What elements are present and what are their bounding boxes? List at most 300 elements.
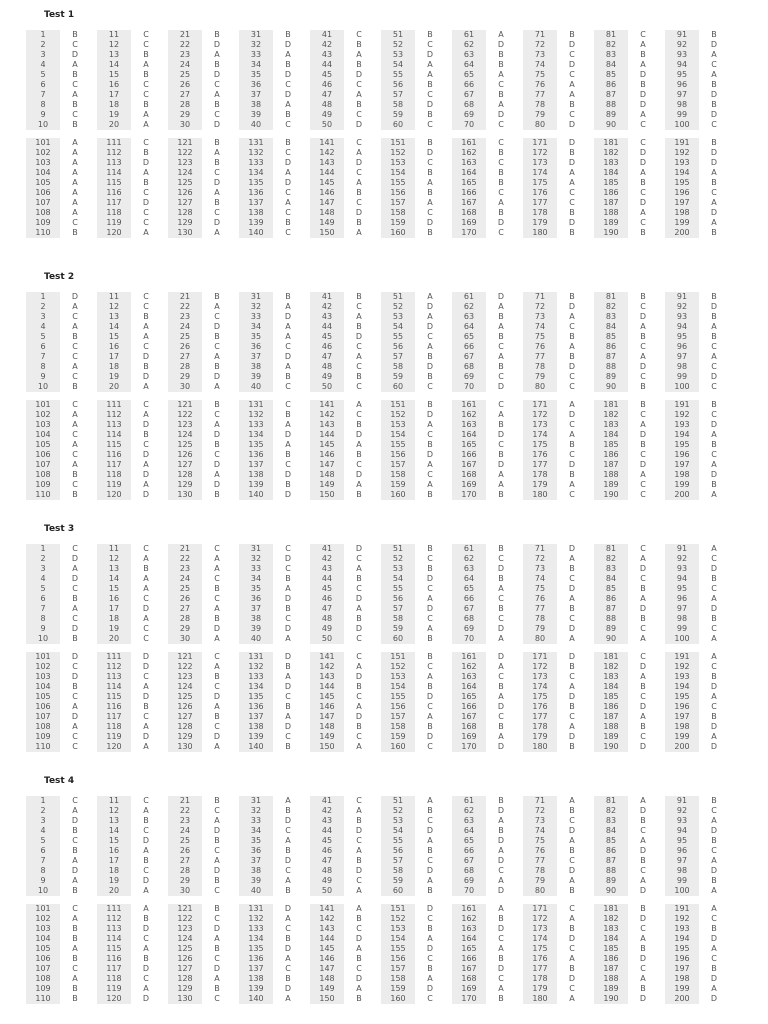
answer-letters — [628, 544, 658, 644]
answer-letter: A — [427, 480, 433, 489]
answer-letter: C — [143, 712, 149, 721]
question-number: 32 — [250, 40, 262, 49]
question-number: 127 — [177, 460, 193, 469]
question-number: 128 — [177, 208, 193, 217]
question-numbers — [665, 30, 699, 130]
question-number: 175 — [532, 944, 548, 953]
question-column — [26, 292, 90, 392]
question-number: 137 — [248, 712, 264, 721]
question-number: 100 — [674, 634, 690, 643]
answer-letter: C — [640, 188, 646, 197]
answer-letter: A — [285, 876, 291, 885]
answer-letter: C — [640, 652, 646, 661]
question-number: 155 — [390, 944, 406, 953]
question-number: 104 — [35, 934, 51, 943]
question-column — [168, 138, 232, 238]
answer-letter: B — [356, 420, 362, 429]
answer-letter: A — [356, 604, 362, 613]
question-number: 179 — [532, 984, 548, 993]
answer-letter: B — [356, 614, 362, 623]
question-number: 189 — [603, 480, 619, 489]
answer-letter: D — [71, 574, 79, 583]
question-number: 16 — [108, 80, 120, 89]
question-number: 79 — [534, 110, 546, 119]
question-number: 73 — [534, 312, 546, 321]
answer-letter: C — [640, 218, 646, 227]
question-numbers — [523, 138, 557, 238]
question-number: 5 — [40, 836, 46, 845]
answer-letter: D — [284, 816, 292, 825]
answer-letter: A — [711, 70, 717, 79]
question-number: 172 — [532, 410, 548, 419]
answer-letter: D — [497, 836, 505, 845]
question-number: 139 — [248, 732, 264, 741]
answer-letter: A — [427, 836, 433, 845]
answer-letters — [486, 796, 516, 896]
answer-letter: C — [569, 198, 575, 207]
answer-letter: D — [639, 460, 647, 469]
question-number: 161 — [461, 400, 477, 409]
question-number: 187 — [603, 964, 619, 973]
question-number: 61 — [463, 292, 475, 301]
answer-letters — [202, 292, 232, 392]
answer-letter: B — [640, 816, 646, 825]
answer-letter: B — [356, 722, 362, 731]
question-numbers — [168, 904, 202, 1004]
answer-letters — [628, 652, 658, 752]
answer-letter: A — [498, 352, 504, 361]
question-number: 123 — [177, 158, 193, 167]
answer-letter: B — [285, 292, 291, 301]
question-number: 33 — [250, 312, 262, 321]
question-number: 150 — [319, 994, 335, 1003]
question-number: 140 — [248, 228, 264, 237]
question-number: 180 — [532, 994, 548, 1003]
answer-letter: D — [639, 914, 647, 923]
question-number: 101 — [35, 652, 51, 661]
question-number: 33 — [250, 564, 262, 573]
question-column — [665, 796, 729, 896]
question-column — [452, 796, 516, 896]
answer-letters — [202, 544, 232, 644]
question-number: 168 — [461, 208, 477, 217]
answer-letter: C — [72, 352, 78, 361]
question-number: 173 — [532, 924, 548, 933]
answer-letter: D — [355, 70, 363, 79]
answer-letter: B — [72, 826, 78, 835]
answer-letter: B — [214, 614, 220, 623]
question-number: 140 — [248, 742, 264, 751]
question-number: 93 — [676, 312, 688, 321]
answer-letters — [60, 652, 90, 752]
answer-letter: C — [356, 362, 362, 371]
question-number: 21 — [179, 30, 191, 39]
question-number: 157 — [390, 964, 406, 973]
answer-letter: B — [711, 924, 717, 933]
question-number: 172 — [532, 662, 548, 671]
question-numbers — [239, 904, 273, 1004]
question-number: 90 — [605, 120, 617, 129]
question-number: 159 — [390, 732, 406, 741]
question-number: 185 — [603, 692, 619, 701]
question-number: 178 — [532, 208, 548, 217]
answer-letter: B — [640, 228, 646, 237]
question-column — [594, 544, 658, 644]
answer-letter: C — [569, 856, 575, 865]
question-number: 131 — [248, 652, 264, 661]
answer-letter: A — [569, 312, 575, 321]
answer-letter: A — [214, 148, 220, 157]
answer-letter: C — [356, 584, 362, 593]
question-number: 193 — [674, 420, 690, 429]
question-number: 39 — [250, 624, 262, 633]
question-number: 128 — [177, 470, 193, 479]
question-number: 84 — [605, 826, 617, 835]
answer-letter: A — [143, 110, 149, 119]
question-number: 37 — [250, 604, 262, 613]
answer-letters — [699, 652, 729, 752]
question-number: 133 — [248, 672, 264, 681]
answer-letter: A — [285, 914, 291, 923]
question-number: 160 — [390, 228, 406, 237]
answer-letter: A — [143, 722, 149, 731]
answer-letter: A — [498, 904, 504, 913]
question-number: 76 — [534, 80, 546, 89]
question-number: 145 — [319, 692, 335, 701]
question-number: 126 — [177, 450, 193, 459]
question-number: 195 — [674, 440, 690, 449]
answer-letter: C — [640, 480, 646, 489]
answer-letter: A — [72, 178, 78, 187]
question-numbers — [97, 138, 131, 238]
answer-letter: B — [214, 400, 220, 409]
answer-letter: A — [72, 564, 78, 573]
answer-letters — [699, 904, 729, 1004]
answer-letter: A — [72, 168, 78, 177]
answer-letter: D — [213, 732, 221, 741]
question-number: 184 — [603, 682, 619, 691]
question-number: 75 — [534, 70, 546, 79]
question-number: 20 — [108, 634, 120, 643]
question-number: 130 — [177, 228, 193, 237]
answer-letter: B — [427, 806, 433, 815]
question-number: 97 — [676, 352, 688, 361]
answer-letter: C — [214, 312, 220, 321]
question-number: 60 — [392, 382, 404, 391]
question-numbers — [239, 292, 273, 392]
answer-letters — [273, 400, 303, 500]
question-number: 149 — [319, 218, 335, 227]
question-number: 181 — [603, 400, 619, 409]
question-number: 33 — [250, 816, 262, 825]
answer-letter: B — [285, 372, 291, 381]
answer-letter: C — [214, 594, 220, 603]
question-number: 120 — [106, 490, 122, 499]
answer-letter: A — [285, 362, 291, 371]
question-column — [452, 544, 516, 644]
answer-letter: C — [72, 372, 78, 381]
answer-letter: B — [640, 332, 646, 341]
answer-letter: A — [569, 796, 575, 805]
answer-letter: C — [569, 450, 575, 459]
answer-letter: D — [497, 742, 505, 751]
question-number: 12 — [108, 302, 120, 311]
answer-letter: B — [356, 574, 362, 583]
question-numbers — [97, 400, 131, 500]
answer-letter: A — [214, 554, 220, 563]
question-number: 153 — [390, 672, 406, 681]
answer-letter: C — [72, 480, 78, 489]
question-number: 62 — [463, 554, 475, 563]
question-number: 73 — [534, 564, 546, 573]
answer-letter: D — [284, 652, 292, 661]
question-number: 73 — [534, 50, 546, 59]
answer-letter: D — [213, 460, 221, 469]
question-number: 108 — [35, 974, 51, 983]
question-number: 23 — [179, 816, 191, 825]
answer-letter: A — [214, 816, 220, 825]
answer-letter: C — [143, 40, 149, 49]
question-number: 31 — [250, 292, 262, 301]
question-number: 59 — [392, 624, 404, 633]
answer-letter: B — [356, 100, 362, 109]
question-number: 125 — [177, 178, 193, 187]
answer-letters — [344, 544, 374, 644]
question-number: 11 — [108, 292, 120, 301]
question-number: 182 — [603, 410, 619, 419]
question-numbers — [26, 292, 60, 392]
answer-letter: B — [498, 604, 504, 613]
answer-letter: D — [639, 198, 647, 207]
answer-letter: B — [498, 168, 504, 177]
answer-letter: A — [214, 564, 220, 573]
question-number: 143 — [319, 420, 335, 429]
answer-letter: A — [285, 168, 291, 177]
answer-letter: D — [284, 984, 292, 993]
question-number: 196 — [674, 450, 690, 459]
answer-letters — [486, 652, 516, 752]
answer-letters — [486, 400, 516, 500]
question-number: 105 — [35, 440, 51, 449]
answer-letter: B — [285, 218, 291, 227]
answer-letter: C — [427, 120, 433, 129]
answer-letter: D — [284, 352, 292, 361]
answer-letter: A — [427, 672, 433, 681]
question-number: 170 — [461, 994, 477, 1003]
answer-letter: D — [142, 876, 150, 885]
answer-letter: C — [214, 544, 220, 553]
question-number: 113 — [106, 420, 122, 429]
question-numbers — [239, 796, 273, 896]
question-number: 91 — [676, 544, 688, 553]
answer-letter: A — [356, 984, 362, 993]
answer-letter: C — [427, 914, 433, 923]
question-numbers — [381, 400, 415, 500]
question-number: 11 — [108, 30, 120, 39]
question-number: 31 — [250, 796, 262, 805]
question-number: 48 — [321, 100, 333, 109]
question-number: 131 — [248, 904, 264, 913]
answer-letter: D — [568, 120, 576, 129]
question-column — [523, 652, 587, 752]
question-number: 191 — [674, 138, 690, 147]
question-number: 155 — [390, 440, 406, 449]
answer-letters — [486, 544, 516, 644]
answer-letter: C — [143, 634, 149, 643]
answer-letter: D — [426, 574, 434, 583]
answer-letter: D — [426, 732, 434, 741]
question-number: 121 — [177, 138, 193, 147]
answer-letter: C — [640, 120, 646, 129]
answer-letter: A — [711, 856, 717, 865]
question-number: 166 — [461, 450, 477, 459]
answer-letter: B — [569, 100, 575, 109]
question-number: 188 — [603, 974, 619, 983]
answer-letter: A — [72, 420, 78, 429]
answer-letters — [131, 30, 161, 130]
answer-letter: A — [143, 574, 149, 583]
question-number: 5 — [40, 70, 46, 79]
question-column — [452, 292, 516, 392]
answer-letter: B — [498, 722, 504, 731]
answer-letters — [415, 292, 445, 392]
question-number: 67 — [463, 856, 475, 865]
answer-block — [26, 138, 736, 238]
answer-letter: D — [213, 218, 221, 227]
answer-letter: B — [498, 332, 504, 341]
answer-letter: D — [568, 584, 576, 593]
answer-letter: A — [72, 876, 78, 885]
answer-letter: A — [569, 90, 575, 99]
question-number: 170 — [461, 228, 477, 237]
answer-letter: B — [427, 564, 433, 573]
answer-letter: C — [498, 228, 504, 237]
question-number: 116 — [106, 188, 122, 197]
question-numbers — [452, 544, 486, 644]
answer-letters — [273, 138, 303, 238]
question-number: 15 — [108, 70, 120, 79]
answer-letters — [415, 652, 445, 752]
answer-letters — [273, 652, 303, 752]
question-number: 129 — [177, 732, 193, 741]
question-column — [168, 796, 232, 896]
question-number: 156 — [390, 954, 406, 963]
answer-letters — [344, 904, 374, 1004]
answer-letter: B — [569, 846, 575, 855]
answer-letter: D — [426, 362, 434, 371]
question-number: 114 — [106, 934, 122, 943]
question-number: 63 — [463, 50, 475, 59]
answer-letter: C — [640, 544, 646, 553]
question-column — [26, 652, 90, 752]
question-numbers — [26, 796, 60, 896]
question-number: 66 — [463, 594, 475, 603]
answer-letter: C — [214, 914, 220, 923]
answer-letter: D — [142, 450, 150, 459]
answer-letter: D — [639, 564, 647, 573]
question-number: 102 — [35, 148, 51, 157]
answer-letters — [557, 138, 587, 238]
answer-letter: A — [498, 30, 504, 39]
answer-letters — [60, 796, 90, 896]
question-number: 30 — [179, 382, 191, 391]
question-column — [168, 400, 232, 500]
question-number: 94 — [676, 322, 688, 331]
question-number: 80 — [534, 382, 546, 391]
answer-letter: D — [426, 302, 434, 311]
answer-letter: A — [72, 158, 78, 167]
answer-letter: C — [143, 302, 149, 311]
question-number: 184 — [603, 430, 619, 439]
answer-letter: C — [285, 564, 291, 573]
question-numbers — [523, 544, 557, 644]
answer-letter: B — [427, 886, 433, 895]
answer-letter: B — [569, 208, 575, 217]
question-number: 53 — [392, 50, 404, 59]
answer-letter: B — [640, 50, 646, 59]
answer-letter: A — [569, 342, 575, 351]
answer-letters — [415, 138, 445, 238]
answer-letter: A — [498, 816, 504, 825]
answer-letter: B — [427, 188, 433, 197]
answer-letter: D — [639, 846, 647, 855]
answer-letter: A — [214, 302, 220, 311]
answer-letter: D — [213, 40, 221, 49]
answer-letter: A — [214, 228, 220, 237]
question-column — [97, 796, 161, 896]
answer-letter: D — [355, 826, 363, 835]
question-number: 43 — [321, 816, 333, 825]
question-number: 151 — [390, 904, 406, 913]
question-number: 149 — [319, 480, 335, 489]
answer-letter: A — [143, 322, 149, 331]
answer-letter: B — [569, 806, 575, 815]
answer-letter: B — [711, 836, 717, 845]
question-number: 130 — [177, 490, 193, 499]
answer-letter: D — [568, 302, 576, 311]
question-number: 156 — [390, 702, 406, 711]
question-number: 154 — [390, 430, 406, 439]
question-number: 90 — [605, 382, 617, 391]
question-number: 190 — [603, 742, 619, 751]
answer-letters — [60, 30, 90, 130]
answer-letter: A — [427, 342, 433, 351]
answer-letter: A — [356, 886, 362, 895]
question-number: 24 — [179, 322, 191, 331]
answer-letter: B — [72, 228, 78, 237]
question-numbers — [665, 292, 699, 392]
question-number: 93 — [676, 816, 688, 825]
answer-letter: C — [640, 302, 646, 311]
answer-letter: D — [639, 158, 647, 167]
answer-letter: C — [569, 322, 575, 331]
answer-letter: C — [711, 362, 717, 371]
question-column — [452, 400, 516, 500]
answer-letter: C — [640, 574, 646, 583]
question-number: 16 — [108, 846, 120, 855]
answer-letter: B — [427, 682, 433, 691]
question-numbers — [594, 652, 628, 752]
answer-letter: B — [640, 904, 646, 913]
answer-letter: A — [640, 672, 646, 681]
question-numbers — [452, 796, 486, 896]
question-number: 78 — [534, 362, 546, 371]
answer-letter: C — [285, 148, 291, 157]
answer-letter: A — [356, 400, 362, 409]
answer-letter: A — [356, 944, 362, 953]
answer-letter: D — [142, 158, 150, 167]
question-number: 199 — [674, 984, 690, 993]
